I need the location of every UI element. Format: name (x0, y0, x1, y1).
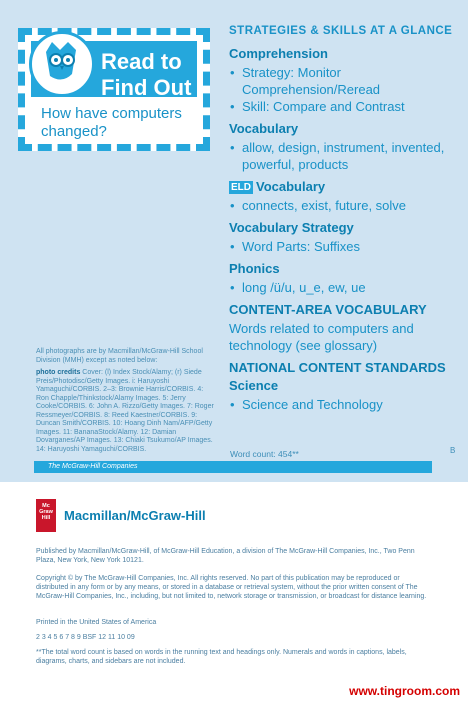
section-title: NATIONAL CONTENT STANDARDS (229, 360, 446, 376)
list-item: • Science and Technology (229, 396, 459, 413)
publisher-panel (0, 482, 468, 703)
eld-badge: ELD (231, 182, 251, 194)
section-title: Phonics (229, 261, 280, 277)
content-area-section (229, 302, 459, 354)
vocabulary-strategy-section (229, 220, 459, 255)
printed-in: Printed in the United States of America (36, 619, 157, 626)
credits-body (36, 369, 216, 454)
section-title: Vocabulary Strategy (229, 220, 354, 236)
section-title: Comprehension (229, 46, 328, 61)
read-to-find-out-header (31, 41, 197, 100)
section-title-text: Vocabulary (256, 179, 326, 194)
content-area-text: Words related to computers and technology (see glossary) (229, 321, 414, 354)
vocabulary-section (229, 121, 459, 173)
watermark: www.tingroom.com (349, 684, 460, 698)
read-to-find-out-box (18, 28, 210, 151)
section-title: Vocabulary (229, 121, 299, 136)
owl-icon (29, 31, 95, 97)
list-item: • connects, exist, future, solve (229, 197, 459, 214)
word-count: Word count: 454** (230, 449, 299, 459)
eld-vocabulary-section (229, 179, 459, 214)
section-title: CONTENT-AREA VOCABULARY (229, 302, 427, 318)
credits-label: photo credits (36, 369, 81, 376)
list-item: • long /ü/u, u_e, ew, ue (229, 279, 459, 296)
photo-credits (36, 348, 216, 454)
read-to-find-out-title-line2: Find Out (101, 75, 192, 100)
credits-text: Cover: (l) Index Stock/Alamy; (r) Siede Preis/Photodisc/Getty Images. i: Haruyoshi Yamaguchi/CORBIS. 2–3: Brownie Harris/CORBIS. 4: Ron Chapple/Thinkstock/Alamy Images. 5: Jerry Cooke/CORBIS. 6: John A. Rizzo/Getty Images. 7: Roger Ressmeyer/CORBIS. 8: Reed Kaestner/CORBIS. 9: Duncan Smith/CORBIS. 10: Hoang Dinh Nam/AFP/Getty Images. 11: BananaStock/Alamy. 12: Damian Dovarganes/AP Images. 13: Chiaki Tsukumo/AP Images. 14: Haruyoshi Yamaguchi/CORBIS. (36, 369, 214, 453)
mcgraw-hill-logo: Mc Graw Hill (36, 499, 56, 532)
print-numbers: 2 3 4 5 6 7 8 9 BSF 12 11 10 09 (36, 634, 135, 641)
read-to-find-out-question: How have computers changed? (41, 105, 182, 140)
section-title (229, 179, 459, 194)
list-item: • Skill: Compare and Contrast (229, 98, 459, 115)
word-count-note: **The total word count is based on words in the running text and headings only. Numerals and words in captions, labels, diagrams, charts, and sidebars are not included. (36, 649, 407, 665)
list-item: • allow, design, instrument, invented, powerful, products (229, 139, 459, 173)
section-subtitle: Science (229, 378, 279, 394)
publisher-name: Macmillan/McGraw-Hill (64, 508, 206, 523)
page-letter: B (450, 446, 456, 455)
phonics-section (229, 261, 459, 296)
list-item: • Word Parts: Suffixes (229, 238, 459, 255)
copyright-notice: Copyright © by The McGraw-Hill Companies, Inc. All rights reserved. No part of this publication may be reproduced or distributed in any form or by any means, or stored in a database or retrieval system, without the prior written consent of The McGraw-Hill Companies, Inc., including, but not limited to, network storage or transmission, or broadcast for distance learning. (36, 575, 427, 600)
mcgraw-hill-strip: The McGraw-Hill Companies (34, 461, 432, 473)
strategies-panel (229, 25, 459, 419)
read-to-find-out-title: Read to (101, 49, 182, 74)
comprehension-section (229, 46, 459, 115)
credits-intro: All photographs are by Macmillan/McGraw-Hill School Division (MMH) except as noted below: (36, 348, 203, 364)
list-item: • Strategy: Monitor Comprehension/Reread (229, 64, 459, 98)
national-standards-section (229, 360, 459, 413)
strategies-header: STRATEGIES & SKILLS AT A GLANCE (229, 25, 453, 37)
published-by: Published by Macmillan/McGraw-Hill, of McGraw-Hill Education, a division of The McGraw-Hill Companies, Inc., Two Penn Plaza, New York, New York 10121. (36, 548, 415, 564)
